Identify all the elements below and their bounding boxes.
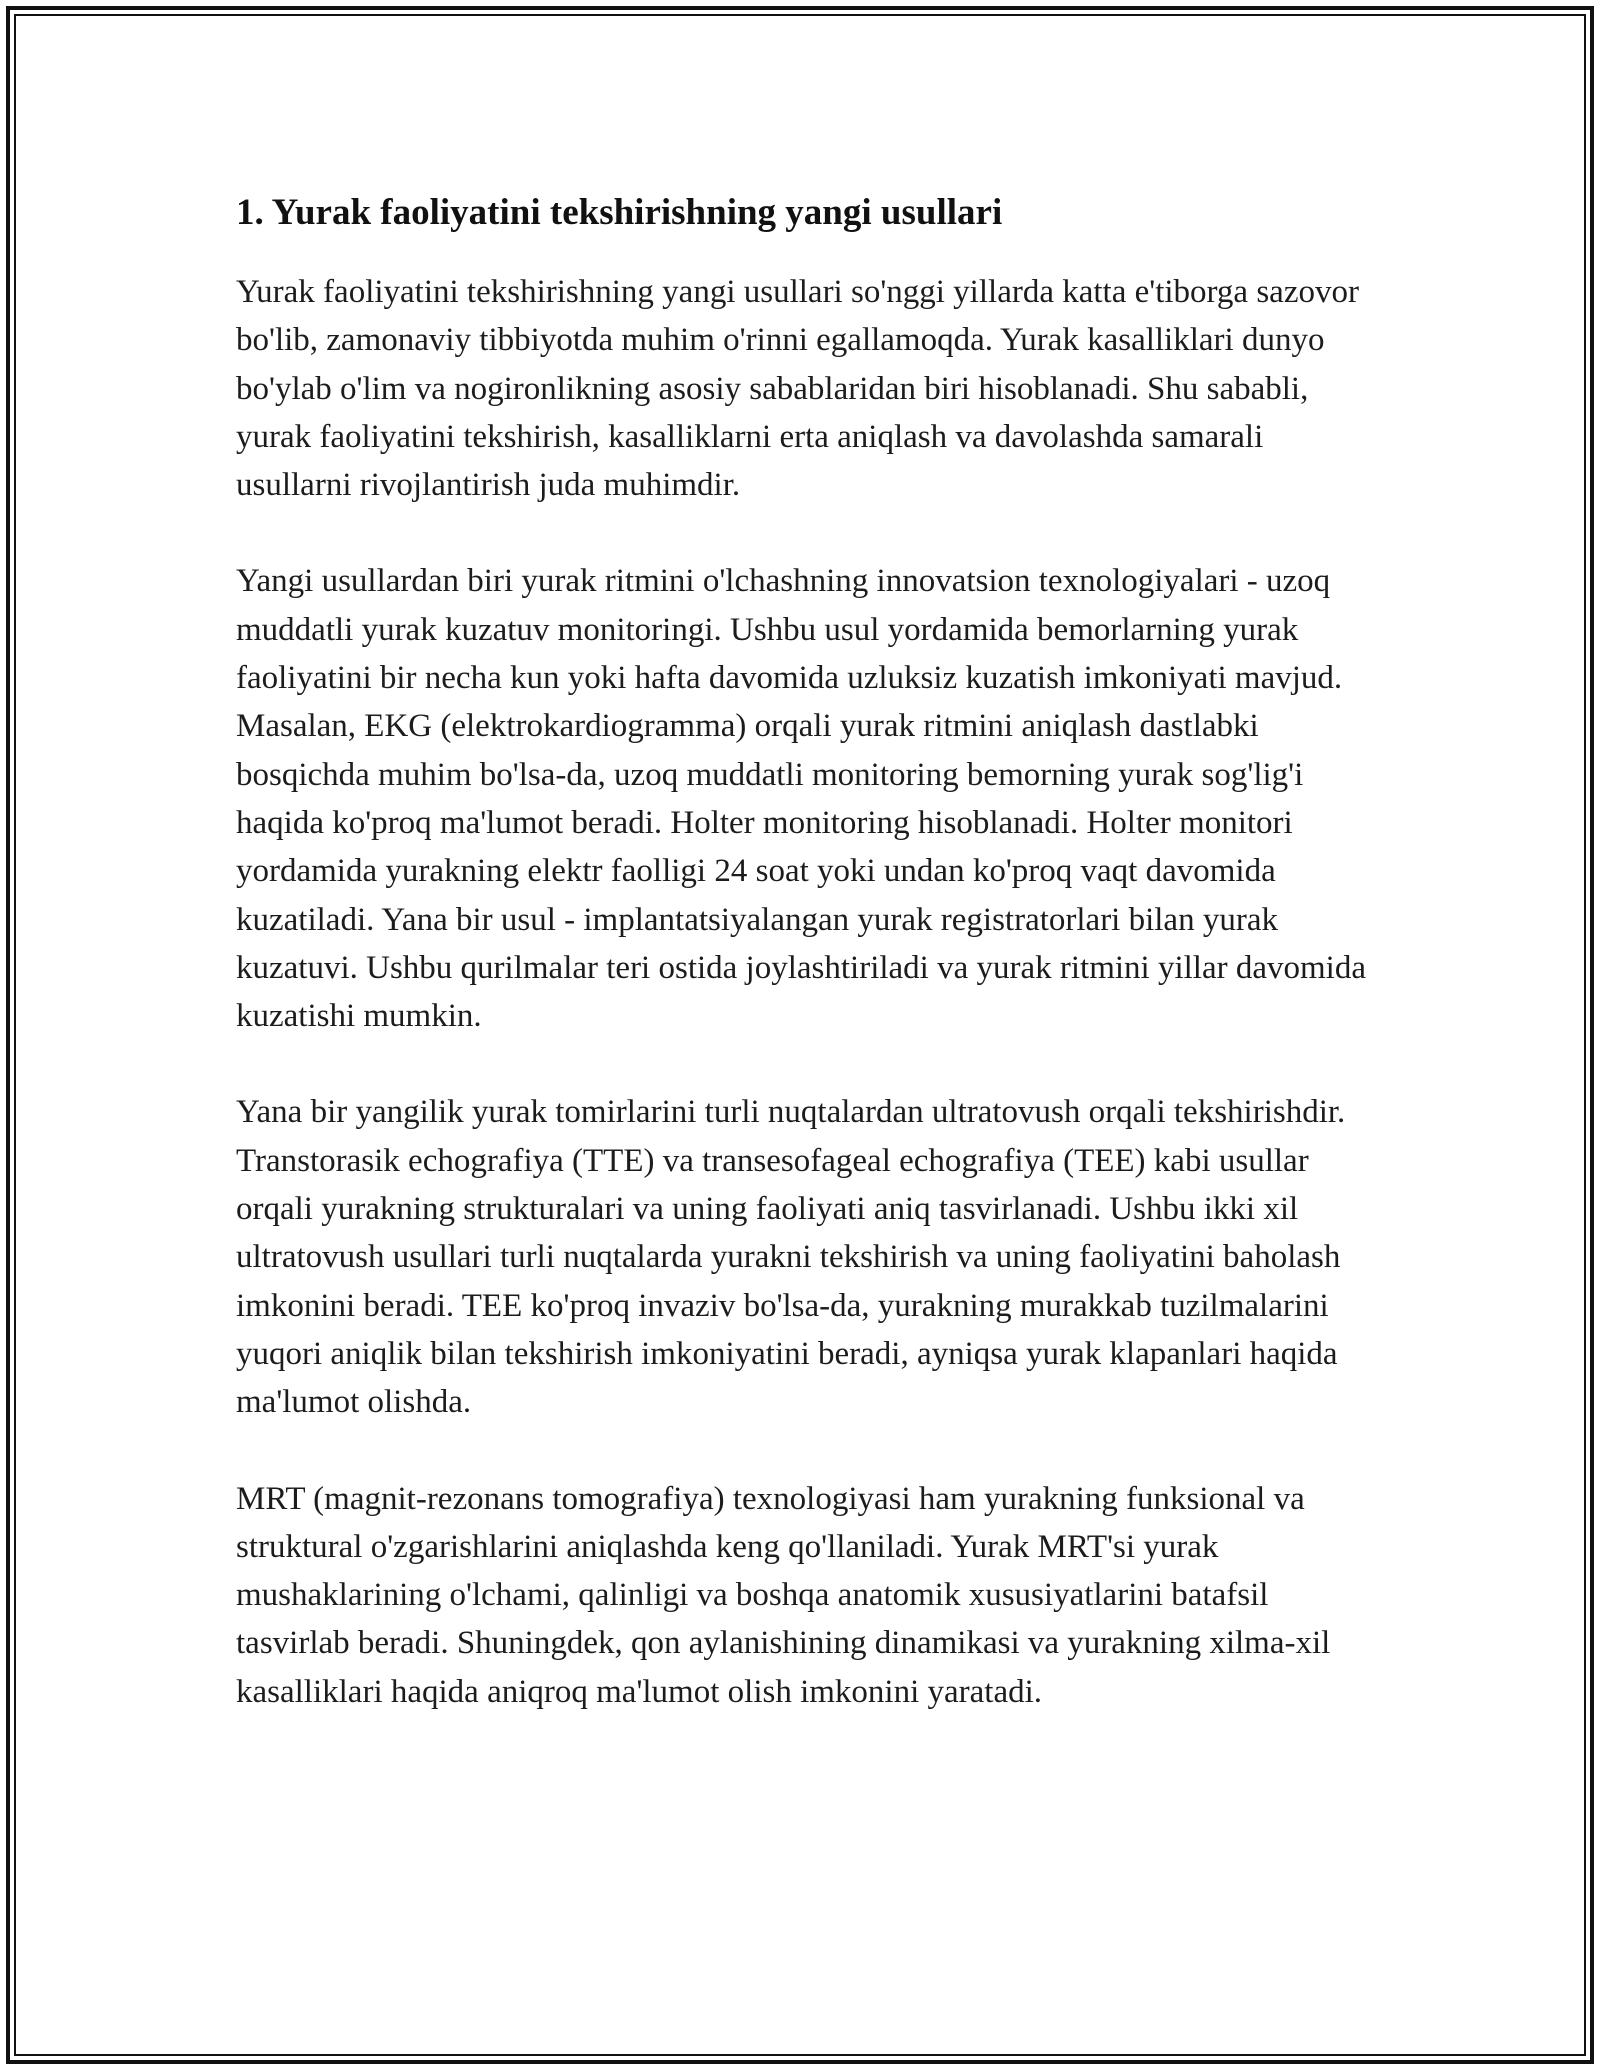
paragraph-monitoring: Yangi usullardan biri yurak ritmini o'lchashning innovatsion texnologiyalari - uzoq muddatli yurak kuzatuv monitoringi. Ushbu usul yordamida bemorlarning yurak faoliyatini bir necha kun yoki hafta davomida uzluksiz kuzatish imkoniyati mavjud. Masalan, EKG (elektrokardiogramma) orqali yurak ritmini aniqlash dastlabki bosqichda muhim bo'lsa-da, uzoq muddatli monitoring bemorning yurak sog'lig'i haqida ko'proq ma'lumot beradi. Holter monitoring hisoblanadi. Holter monitori yordamida yurakning elektr faolligi 24 soat yoki undan ko'proq vaqt davomida kuzatiladi. Yana bir usul - implantatsiyalangan yurak registratorlari bilan yurak kuzatuvi. Ushbu qurilmalar teri ostida joylashtiriladi va yurak ritmini yillar davomida kuzatishi mumkin. (236, 563, 1366, 1035)
paragraph-intro: Yurak faoliyatini tekshirishning yangi usullari so'nggi yillarda katta e'tiborga sazovor bo'lib, zamonaviy tibbiyotda muhim o'rinni egallamoqda. Yurak kasalliklari dunyo bo'ylab o'lim va nogironlikning asosiy sabablaridan biri hisoblanadi. Shu sababli, yurak faoliyatini tekshirish, kasalliklarni erta aniqlash va davolashda samarali usullarni rivojlantirish juda muhimdir. (236, 274, 1359, 504)
paragraph-mri: MRT (magnit-rezonans tomografiya) texnologiyasi ham yurakning funksional va struktural o'zgarishlarini aniqlashda keng qo'llaniladi. Yurak MRT'si yurak mushaklarining o'lchami, qalinligi va boshqa anatomik xususiyatlarini batafsil tasvirlab beradi. Shuningdek, qon aylanishining dinamikasi va yurakning xilma-xil kasalliklari haqida aniqroq ma'lumot olish imkonini yaratadi. (236, 1480, 1331, 1710)
section-heading: 1. Yurak faoliyatini tekshirishning yangi usullari (236, 192, 1003, 233)
paragraph-ultrasound: Yana bir yangilik yurak tomirlarini turli nuqtalardan ultratovush orqali tekshirishdir. Transtorasik echografiya (TTE) va transesofageal echografiya (TEE) kabi usullar orqali yurakning strukturalari va uning faoliyati aniq tasvirlanadi. Ushbu ikki xil ultratovush usullari turli nuqtalarda yurakni tekshirish va uning faoliyatini baholash imkonini beradi. TEE ko'proq invaziv bo'lsa-da, yurakning murakkab tuzilmalarini yuqori aniqlik bilan tekshirish imkoniyatini beradi, ayniqsa yurak klapanlari haqida ma'lumot olishda. (236, 1094, 1346, 1421)
document-body (236, 188, 1386, 1764)
